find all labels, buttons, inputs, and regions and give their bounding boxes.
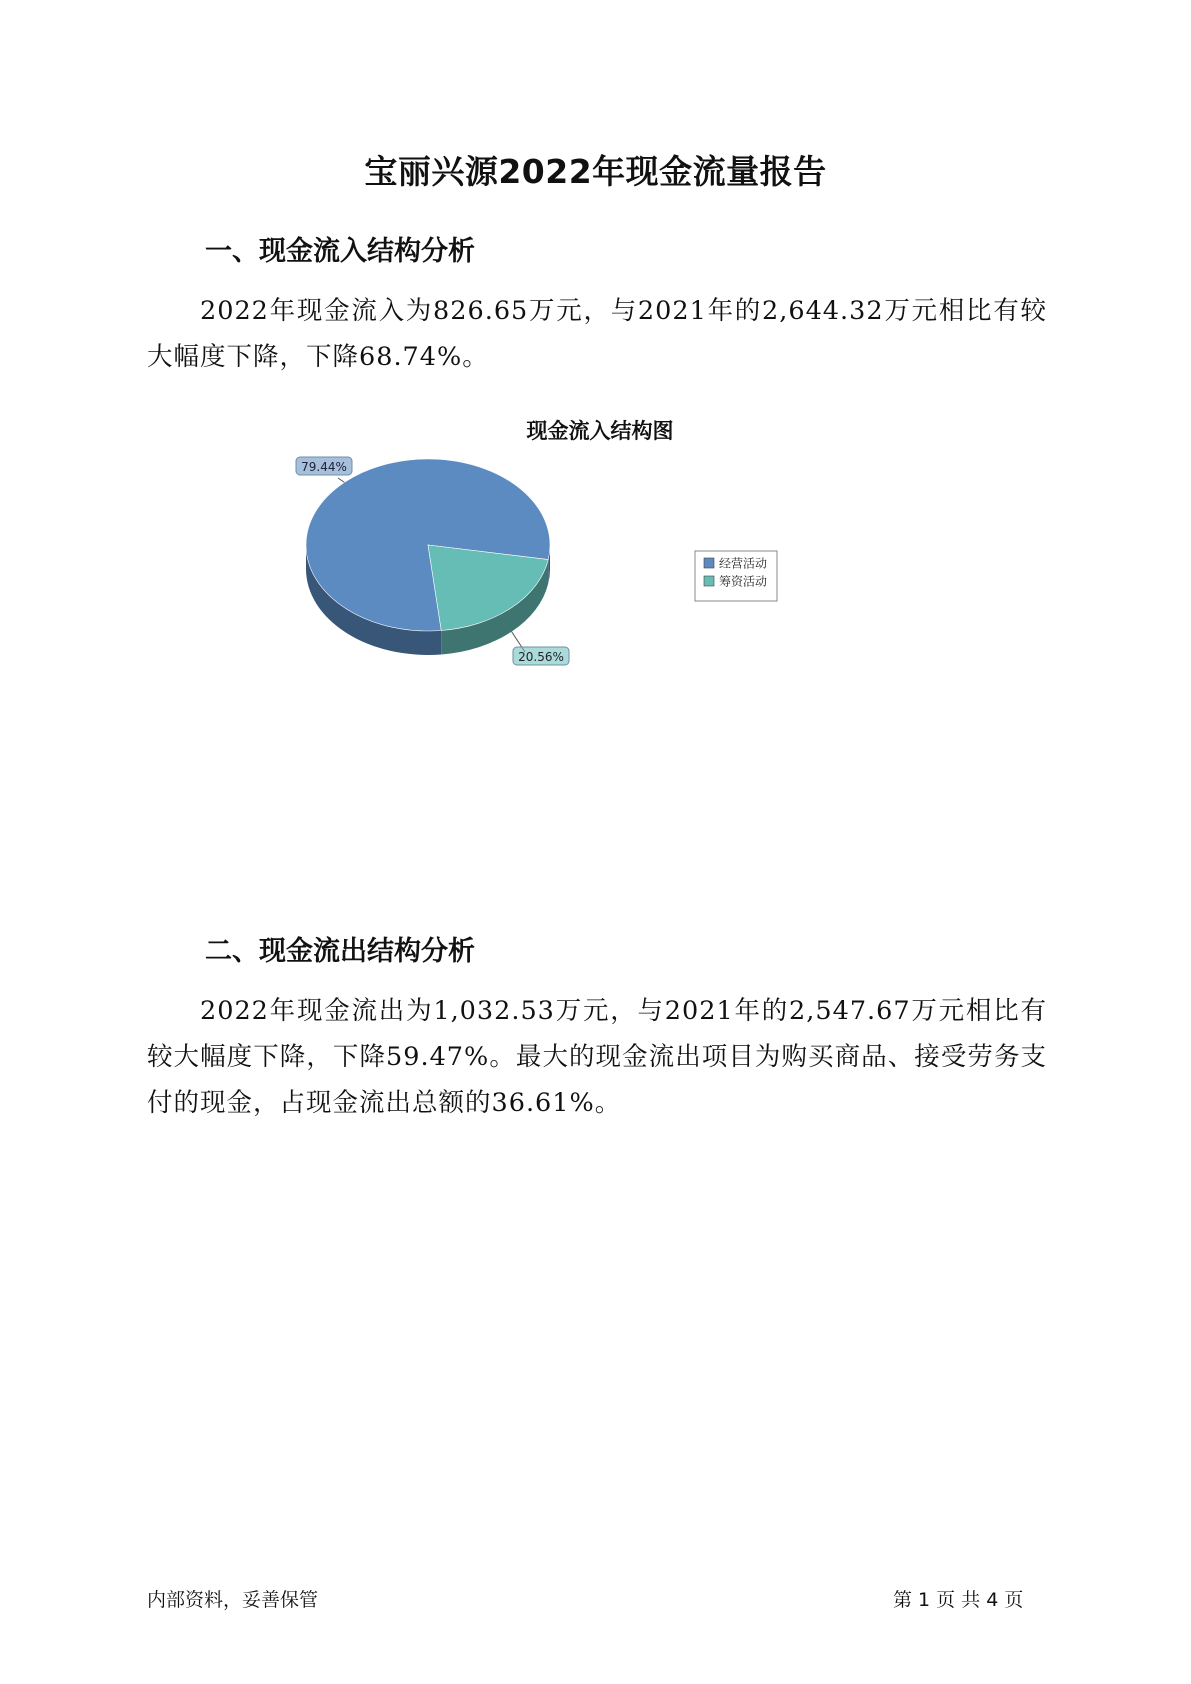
page-title: 宝丽兴源2022年现金流量报告 (364, 152, 827, 191)
chart-title: 现金流入结构图 (526, 419, 674, 443)
pie-chart-svg (240, 405, 960, 745)
pie-slice-筹资活动 (428, 545, 548, 630)
data-label-text-1: 20.56% (518, 650, 564, 664)
data-label-0 (296, 457, 352, 475)
section-heading-outflow: 二、现金流出结构分析 (205, 936, 475, 967)
data-label-1 (513, 647, 569, 665)
chart-legend (695, 551, 777, 601)
legend-label-0: 经营活动 (719, 556, 768, 571)
inflow-paragraph: 2022年现金流入为826.65万元，与2021年的2,644.32万元相比有较大幅度下降，下降68.74%。 (147, 296, 1047, 372)
footer-page-number: 第 1 页 共 4 页 (893, 1589, 1024, 1611)
inflow-pie-chart (240, 405, 960, 745)
data-label-text-0: 79.44% (301, 460, 347, 474)
section-heading-inflow: 一、现金流入结构分析 (205, 236, 475, 267)
data-label-leader-0 (338, 478, 344, 482)
footer-confidential-note: 内部资料，妥善保管 (147, 1589, 319, 1611)
legend-label-1: 筹资活动 (719, 574, 768, 589)
outflow-paragraph: 2022年现金流出为1,032.53万元，与2021年的2,547.67万元相比有较大幅度下降，下降59.47%。最大的现金流出项目为购买商品、接受劳务支付的现金，占现金流出总额的36.61%。 (147, 996, 1047, 1118)
legend-swatch-1 (704, 576, 714, 586)
legend-swatch-0 (704, 558, 714, 568)
